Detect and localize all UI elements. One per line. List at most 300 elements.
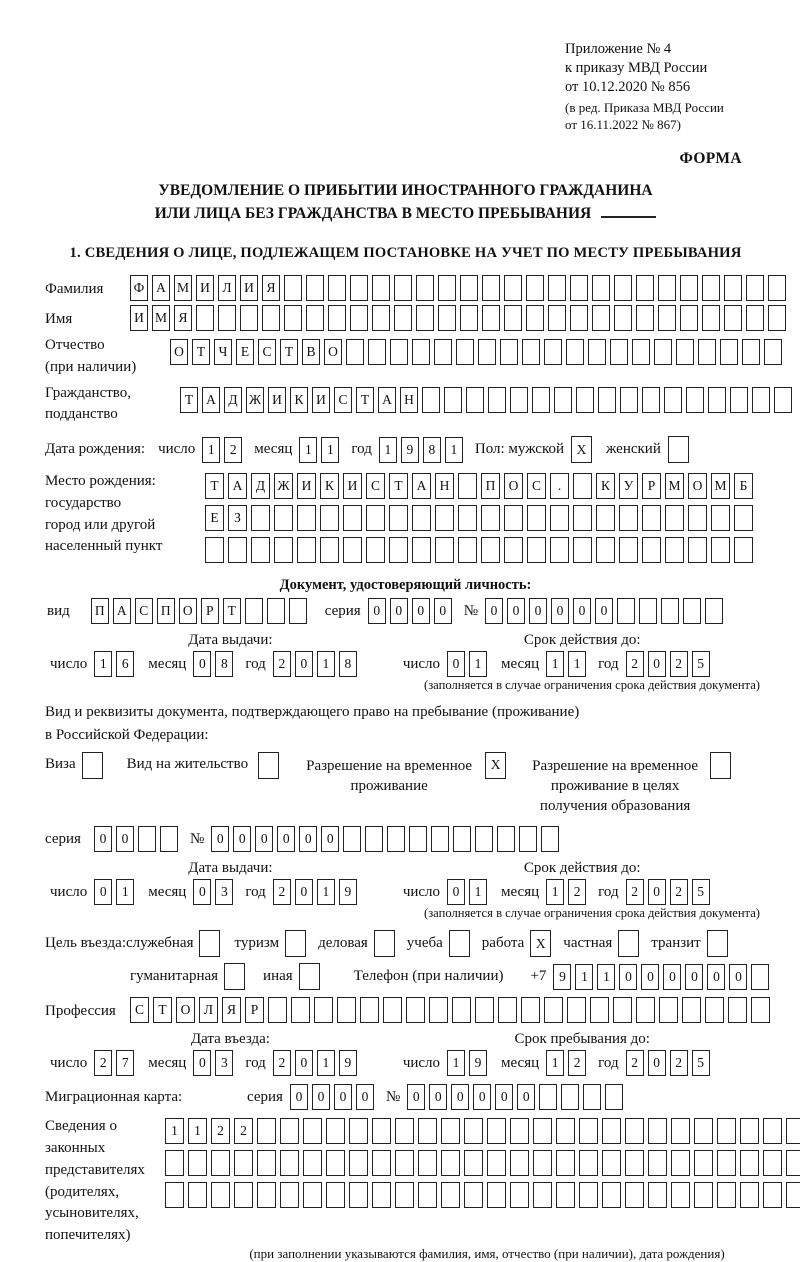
char-cell[interactable]: А: [202, 387, 220, 413]
char-cell[interactable]: [751, 997, 770, 1023]
char-cell[interactable]: [734, 505, 753, 531]
char-cell[interactable]: [642, 537, 661, 563]
char-cell[interactable]: 1: [165, 1118, 184, 1144]
char-cell[interactable]: Ф: [130, 275, 148, 301]
char-cell[interactable]: [618, 930, 639, 957]
blank-underline[interactable]: [601, 203, 656, 218]
char-cell[interactable]: [676, 339, 694, 365]
char-cell[interactable]: [360, 997, 379, 1023]
char-cell[interactable]: [510, 1118, 529, 1144]
char-cell[interactable]: 2: [273, 1050, 291, 1076]
char-cell[interactable]: [688, 505, 707, 531]
char-cell[interactable]: 0: [434, 598, 452, 624]
char-cell[interactable]: 5: [692, 1050, 710, 1076]
char-cell[interactable]: [717, 1182, 736, 1208]
char-cell[interactable]: [418, 1150, 437, 1176]
char-cell[interactable]: И: [343, 473, 362, 499]
char-cell[interactable]: [366, 537, 385, 563]
char-cell[interactable]: [544, 997, 563, 1023]
char-cell[interactable]: 0: [412, 598, 430, 624]
char-cell[interactable]: [303, 1150, 322, 1176]
char-cell[interactable]: 2: [670, 1050, 688, 1076]
char-cell[interactable]: 2: [626, 1050, 644, 1076]
char-cell[interactable]: [680, 305, 698, 331]
char-cell[interactable]: [694, 1150, 713, 1176]
char-cell[interactable]: 0: [295, 651, 313, 677]
char-cell[interactable]: Т: [280, 339, 298, 365]
char-cell[interactable]: [648, 1150, 667, 1176]
char-cell[interactable]: Т: [389, 473, 408, 499]
char-cell[interactable]: [786, 1118, 800, 1144]
char-cell[interactable]: Е: [236, 339, 254, 365]
char-cell[interactable]: [717, 1118, 736, 1144]
char-cell[interactable]: [481, 505, 500, 531]
char-cell[interactable]: К: [320, 473, 339, 499]
char-cell[interactable]: 0: [193, 1050, 211, 1076]
char-cell[interactable]: [705, 997, 724, 1023]
char-cell[interactable]: [614, 275, 632, 301]
char-cell[interactable]: 0: [551, 598, 569, 624]
char-cell[interactable]: [257, 1182, 276, 1208]
char-cell[interactable]: Л: [218, 275, 236, 301]
char-cell[interactable]: И: [196, 275, 214, 301]
char-cell[interactable]: [412, 505, 431, 531]
char-cell[interactable]: [556, 1118, 575, 1144]
char-cell[interactable]: [579, 1118, 598, 1144]
char-cell[interactable]: [343, 537, 362, 563]
char-cell[interactable]: Т: [356, 387, 374, 413]
char-cell[interactable]: [291, 997, 310, 1023]
char-cell[interactable]: [541, 826, 559, 852]
char-cell[interactable]: X: [530, 930, 551, 957]
char-cell[interactable]: [648, 1118, 667, 1144]
char-cell[interactable]: 5: [692, 651, 710, 677]
char-cell[interactable]: 0: [193, 879, 211, 905]
char-cell[interactable]: [441, 1150, 460, 1176]
char-cell[interactable]: [218, 305, 236, 331]
char-cell[interactable]: [320, 537, 339, 563]
char-cell[interactable]: М: [665, 473, 684, 499]
char-cell[interactable]: 1: [317, 1050, 335, 1076]
char-cell[interactable]: [429, 997, 448, 1023]
char-cell[interactable]: [705, 598, 723, 624]
char-cell[interactable]: [786, 1182, 800, 1208]
char-cell[interactable]: [434, 339, 452, 365]
char-cell[interactable]: [416, 305, 434, 331]
char-cell[interactable]: [636, 997, 655, 1023]
char-cell[interactable]: [510, 1182, 529, 1208]
char-cell[interactable]: 0: [573, 598, 591, 624]
char-cell[interactable]: [464, 1150, 483, 1176]
char-cell[interactable]: 9: [339, 879, 357, 905]
char-cell[interactable]: [683, 598, 701, 624]
char-cell[interactable]: [224, 963, 245, 990]
char-cell[interactable]: Д: [251, 473, 270, 499]
char-cell[interactable]: [374, 930, 395, 957]
char-cell[interactable]: 0: [312, 1084, 330, 1110]
char-cell[interactable]: [456, 339, 474, 365]
char-cell[interactable]: 1: [575, 964, 593, 990]
char-cell[interactable]: [196, 305, 214, 331]
char-cell[interactable]: [188, 1182, 207, 1208]
char-cell[interactable]: [728, 997, 747, 1023]
char-cell[interactable]: 0: [595, 598, 613, 624]
char-cell[interactable]: [602, 1150, 621, 1176]
char-cell[interactable]: О: [179, 598, 197, 624]
char-cell[interactable]: О: [176, 997, 195, 1023]
char-cell[interactable]: Т: [192, 339, 210, 365]
char-cell[interactable]: С: [527, 473, 546, 499]
char-cell[interactable]: И: [130, 305, 148, 331]
char-cell[interactable]: [556, 1150, 575, 1176]
char-cell[interactable]: Ж: [274, 473, 293, 499]
char-cell[interactable]: 1: [94, 651, 112, 677]
char-cell[interactable]: [668, 436, 689, 463]
char-cell[interactable]: [550, 505, 569, 531]
char-cell[interactable]: [280, 1150, 299, 1176]
char-cell[interactable]: [303, 1182, 322, 1208]
char-cell[interactable]: [648, 1182, 667, 1208]
char-cell[interactable]: 1: [202, 437, 220, 463]
char-cell[interactable]: [539, 1084, 557, 1110]
char-cell[interactable]: 1: [321, 437, 339, 463]
char-cell[interactable]: [573, 473, 592, 499]
char-cell[interactable]: [763, 1118, 782, 1144]
char-cell[interactable]: [346, 339, 364, 365]
char-cell[interactable]: [258, 752, 279, 779]
char-cell[interactable]: 1: [445, 437, 463, 463]
char-cell[interactable]: [702, 275, 720, 301]
char-cell[interactable]: 0: [707, 964, 725, 990]
char-cell[interactable]: [504, 505, 523, 531]
char-cell[interactable]: [642, 505, 661, 531]
char-cell[interactable]: 0: [429, 1084, 447, 1110]
char-cell[interactable]: [688, 537, 707, 563]
char-cell[interactable]: 9: [401, 437, 419, 463]
char-cell[interactable]: .: [550, 473, 569, 499]
char-cell[interactable]: 0: [619, 964, 637, 990]
char-cell[interactable]: 9: [469, 1050, 487, 1076]
char-cell[interactable]: [372, 1118, 391, 1144]
char-cell[interactable]: 2: [626, 651, 644, 677]
char-cell[interactable]: [328, 305, 346, 331]
char-cell[interactable]: 0: [648, 879, 666, 905]
char-cell[interactable]: М: [174, 275, 192, 301]
char-cell[interactable]: [228, 537, 247, 563]
char-cell[interactable]: [349, 1182, 368, 1208]
char-cell[interactable]: 6: [116, 651, 134, 677]
char-cell[interactable]: [720, 339, 738, 365]
char-cell[interactable]: [366, 505, 385, 531]
char-cell[interactable]: [579, 1150, 598, 1176]
char-cell[interactable]: 0: [321, 826, 339, 852]
char-cell[interactable]: [671, 1118, 690, 1144]
char-cell[interactable]: С: [258, 339, 276, 365]
char-cell[interactable]: 1: [597, 964, 615, 990]
char-cell[interactable]: [576, 387, 594, 413]
char-cell[interactable]: [372, 275, 390, 301]
char-cell[interactable]: [435, 505, 454, 531]
char-cell[interactable]: [533, 1182, 552, 1208]
char-cell[interactable]: 0: [193, 651, 211, 677]
char-cell[interactable]: Ч: [214, 339, 232, 365]
char-cell[interactable]: [326, 1118, 345, 1144]
char-cell[interactable]: [556, 1182, 575, 1208]
char-cell[interactable]: [602, 1182, 621, 1208]
char-cell[interactable]: [527, 505, 546, 531]
char-cell[interactable]: [548, 305, 566, 331]
char-cell[interactable]: 1: [116, 879, 134, 905]
char-cell[interactable]: [416, 275, 434, 301]
char-cell[interactable]: [636, 275, 654, 301]
char-cell[interactable]: [598, 387, 616, 413]
char-cell[interactable]: [742, 339, 760, 365]
char-cell[interactable]: 2: [670, 879, 688, 905]
char-cell[interactable]: [487, 1182, 506, 1208]
char-cell[interactable]: 0: [648, 1050, 666, 1076]
char-cell[interactable]: [482, 305, 500, 331]
char-cell[interactable]: 0: [407, 1084, 425, 1110]
char-cell[interactable]: [566, 339, 584, 365]
char-cell[interactable]: Е: [205, 505, 224, 531]
char-cell[interactable]: [730, 387, 748, 413]
char-cell[interactable]: [458, 473, 477, 499]
char-cell[interactable]: [284, 275, 302, 301]
char-cell[interactable]: 8: [339, 651, 357, 677]
char-cell[interactable]: [441, 1118, 460, 1144]
char-cell[interactable]: [205, 537, 224, 563]
char-cell[interactable]: [412, 537, 431, 563]
char-cell[interactable]: [394, 275, 412, 301]
char-cell[interactable]: [533, 1118, 552, 1144]
char-cell[interactable]: [734, 537, 753, 563]
char-cell[interactable]: [395, 1118, 414, 1144]
char-cell[interactable]: [390, 339, 408, 365]
char-cell[interactable]: З: [228, 505, 247, 531]
char-cell[interactable]: Я: [262, 275, 280, 301]
char-cell[interactable]: 0: [334, 1084, 352, 1110]
char-cell[interactable]: [746, 305, 764, 331]
char-cell[interactable]: [639, 598, 657, 624]
char-cell[interactable]: И: [240, 275, 258, 301]
char-cell[interactable]: [350, 305, 368, 331]
char-cell[interactable]: [707, 930, 728, 957]
char-cell[interactable]: [314, 997, 333, 1023]
char-cell[interactable]: [431, 826, 449, 852]
char-cell[interactable]: [234, 1150, 253, 1176]
char-cell[interactable]: [561, 1084, 579, 1110]
char-cell[interactable]: [671, 1182, 690, 1208]
char-cell[interactable]: [458, 537, 477, 563]
char-cell[interactable]: 0: [685, 964, 703, 990]
char-cell[interactable]: [532, 387, 550, 413]
char-cell[interactable]: Я: [222, 997, 241, 1023]
char-cell[interactable]: М: [711, 473, 730, 499]
char-cell[interactable]: [711, 505, 730, 531]
char-cell[interactable]: 2: [670, 651, 688, 677]
char-cell[interactable]: [570, 305, 588, 331]
char-cell[interactable]: П: [481, 473, 500, 499]
char-cell[interactable]: [343, 826, 361, 852]
char-cell[interactable]: [740, 1182, 759, 1208]
char-cell[interactable]: [619, 537, 638, 563]
char-cell[interactable]: Р: [642, 473, 661, 499]
char-cell[interactable]: [280, 1182, 299, 1208]
char-cell[interactable]: [460, 305, 478, 331]
char-cell[interactable]: [299, 963, 320, 990]
char-cell[interactable]: П: [157, 598, 175, 624]
char-cell[interactable]: 0: [447, 651, 465, 677]
char-cell[interactable]: [460, 275, 478, 301]
char-cell[interactable]: Т: [223, 598, 241, 624]
char-cell[interactable]: А: [152, 275, 170, 301]
char-cell[interactable]: [349, 1150, 368, 1176]
char-cell[interactable]: 0: [495, 1084, 513, 1110]
char-cell[interactable]: [786, 1150, 800, 1176]
char-cell[interactable]: О: [170, 339, 188, 365]
char-cell[interactable]: [740, 1150, 759, 1176]
char-cell[interactable]: [211, 1182, 230, 1208]
char-cell[interactable]: [658, 275, 676, 301]
char-cell[interactable]: С: [130, 997, 149, 1023]
char-cell[interactable]: [441, 1182, 460, 1208]
char-cell[interactable]: К: [596, 473, 615, 499]
char-cell[interactable]: [458, 505, 477, 531]
char-cell[interactable]: [475, 826, 493, 852]
char-cell[interactable]: [438, 305, 456, 331]
char-cell[interactable]: [768, 305, 786, 331]
char-cell[interactable]: Т: [180, 387, 198, 413]
char-cell[interactable]: [763, 1182, 782, 1208]
char-cell[interactable]: [406, 997, 425, 1023]
char-cell[interactable]: [694, 1118, 713, 1144]
char-cell[interactable]: [567, 997, 586, 1023]
char-cell[interactable]: [570, 275, 588, 301]
char-cell[interactable]: С: [334, 387, 352, 413]
char-cell[interactable]: 0: [295, 1050, 313, 1076]
char-cell[interactable]: 1: [447, 1050, 465, 1076]
char-cell[interactable]: [751, 964, 769, 990]
char-cell[interactable]: 1: [469, 651, 487, 677]
char-cell[interactable]: 1: [188, 1118, 207, 1144]
char-cell[interactable]: [619, 505, 638, 531]
char-cell[interactable]: [337, 997, 356, 1023]
char-cell[interactable]: 0: [485, 598, 503, 624]
char-cell[interactable]: 2: [234, 1118, 253, 1144]
char-cell[interactable]: [268, 997, 287, 1023]
char-cell[interactable]: Я: [174, 305, 192, 331]
char-cell[interactable]: [365, 826, 383, 852]
char-cell[interactable]: [306, 275, 324, 301]
char-cell[interactable]: [510, 1150, 529, 1176]
char-cell[interactable]: [588, 339, 606, 365]
char-cell[interactable]: 1: [546, 651, 564, 677]
char-cell[interactable]: 2: [211, 1118, 230, 1144]
char-cell[interactable]: [592, 305, 610, 331]
char-cell[interactable]: [234, 1182, 253, 1208]
char-cell[interactable]: 0: [648, 651, 666, 677]
char-cell[interactable]: М: [152, 305, 170, 331]
char-cell[interactable]: 0: [290, 1084, 308, 1110]
char-cell[interactable]: [636, 305, 654, 331]
char-cell[interactable]: [698, 339, 716, 365]
char-cell[interactable]: X: [485, 752, 506, 779]
char-cell[interactable]: [504, 305, 522, 331]
char-cell[interactable]: 2: [224, 437, 242, 463]
char-cell[interactable]: [763, 1150, 782, 1176]
char-cell[interactable]: [328, 275, 346, 301]
char-cell[interactable]: 0: [473, 1084, 491, 1110]
char-cell[interactable]: 0: [641, 964, 659, 990]
char-cell[interactable]: 3: [215, 1050, 233, 1076]
char-cell[interactable]: 1: [568, 651, 586, 677]
char-cell[interactable]: [418, 1118, 437, 1144]
char-cell[interactable]: [251, 505, 270, 531]
char-cell[interactable]: [654, 339, 672, 365]
char-cell[interactable]: 0: [390, 598, 408, 624]
char-cell[interactable]: [686, 387, 704, 413]
char-cell[interactable]: [510, 387, 528, 413]
char-cell[interactable]: [625, 1150, 644, 1176]
char-cell[interactable]: [257, 1118, 276, 1144]
char-cell[interactable]: [438, 275, 456, 301]
char-cell[interactable]: 0: [233, 826, 251, 852]
char-cell[interactable]: [280, 1118, 299, 1144]
char-cell[interactable]: [554, 387, 572, 413]
char-cell[interactable]: [211, 1150, 230, 1176]
char-cell[interactable]: [262, 305, 280, 331]
char-cell[interactable]: [519, 826, 537, 852]
char-cell[interactable]: 2: [568, 879, 586, 905]
char-cell[interactable]: [583, 1084, 601, 1110]
char-cell[interactable]: [383, 997, 402, 1023]
char-cell[interactable]: 0: [94, 826, 112, 852]
char-cell[interactable]: [297, 505, 316, 531]
char-cell[interactable]: [610, 339, 628, 365]
char-cell[interactable]: [522, 339, 540, 365]
char-cell[interactable]: [165, 1150, 184, 1176]
char-cell[interactable]: С: [135, 598, 153, 624]
char-cell[interactable]: [284, 305, 302, 331]
char-cell[interactable]: [274, 505, 293, 531]
char-cell[interactable]: [602, 1118, 621, 1144]
char-cell[interactable]: X: [571, 436, 592, 463]
char-cell[interactable]: А: [228, 473, 247, 499]
char-cell[interactable]: 1: [317, 651, 335, 677]
char-cell[interactable]: 0: [116, 826, 134, 852]
char-cell[interactable]: [387, 826, 405, 852]
char-cell[interactable]: [504, 537, 523, 563]
char-cell[interactable]: [138, 826, 156, 852]
char-cell[interactable]: [526, 275, 544, 301]
char-cell[interactable]: 1: [546, 879, 564, 905]
char-cell[interactable]: [740, 1118, 759, 1144]
char-cell[interactable]: [694, 1182, 713, 1208]
char-cell[interactable]: Р: [245, 997, 264, 1023]
char-cell[interactable]: 1: [317, 879, 335, 905]
char-cell[interactable]: [625, 1118, 644, 1144]
char-cell[interactable]: [573, 537, 592, 563]
char-cell[interactable]: [752, 387, 770, 413]
char-cell[interactable]: [548, 275, 566, 301]
char-cell[interactable]: [303, 1118, 322, 1144]
char-cell[interactable]: [710, 752, 731, 779]
char-cell[interactable]: [642, 387, 660, 413]
char-cell[interactable]: [487, 1150, 506, 1176]
char-cell[interactable]: 2: [273, 651, 291, 677]
char-cell[interactable]: И: [297, 473, 316, 499]
char-cell[interactable]: [590, 997, 609, 1023]
